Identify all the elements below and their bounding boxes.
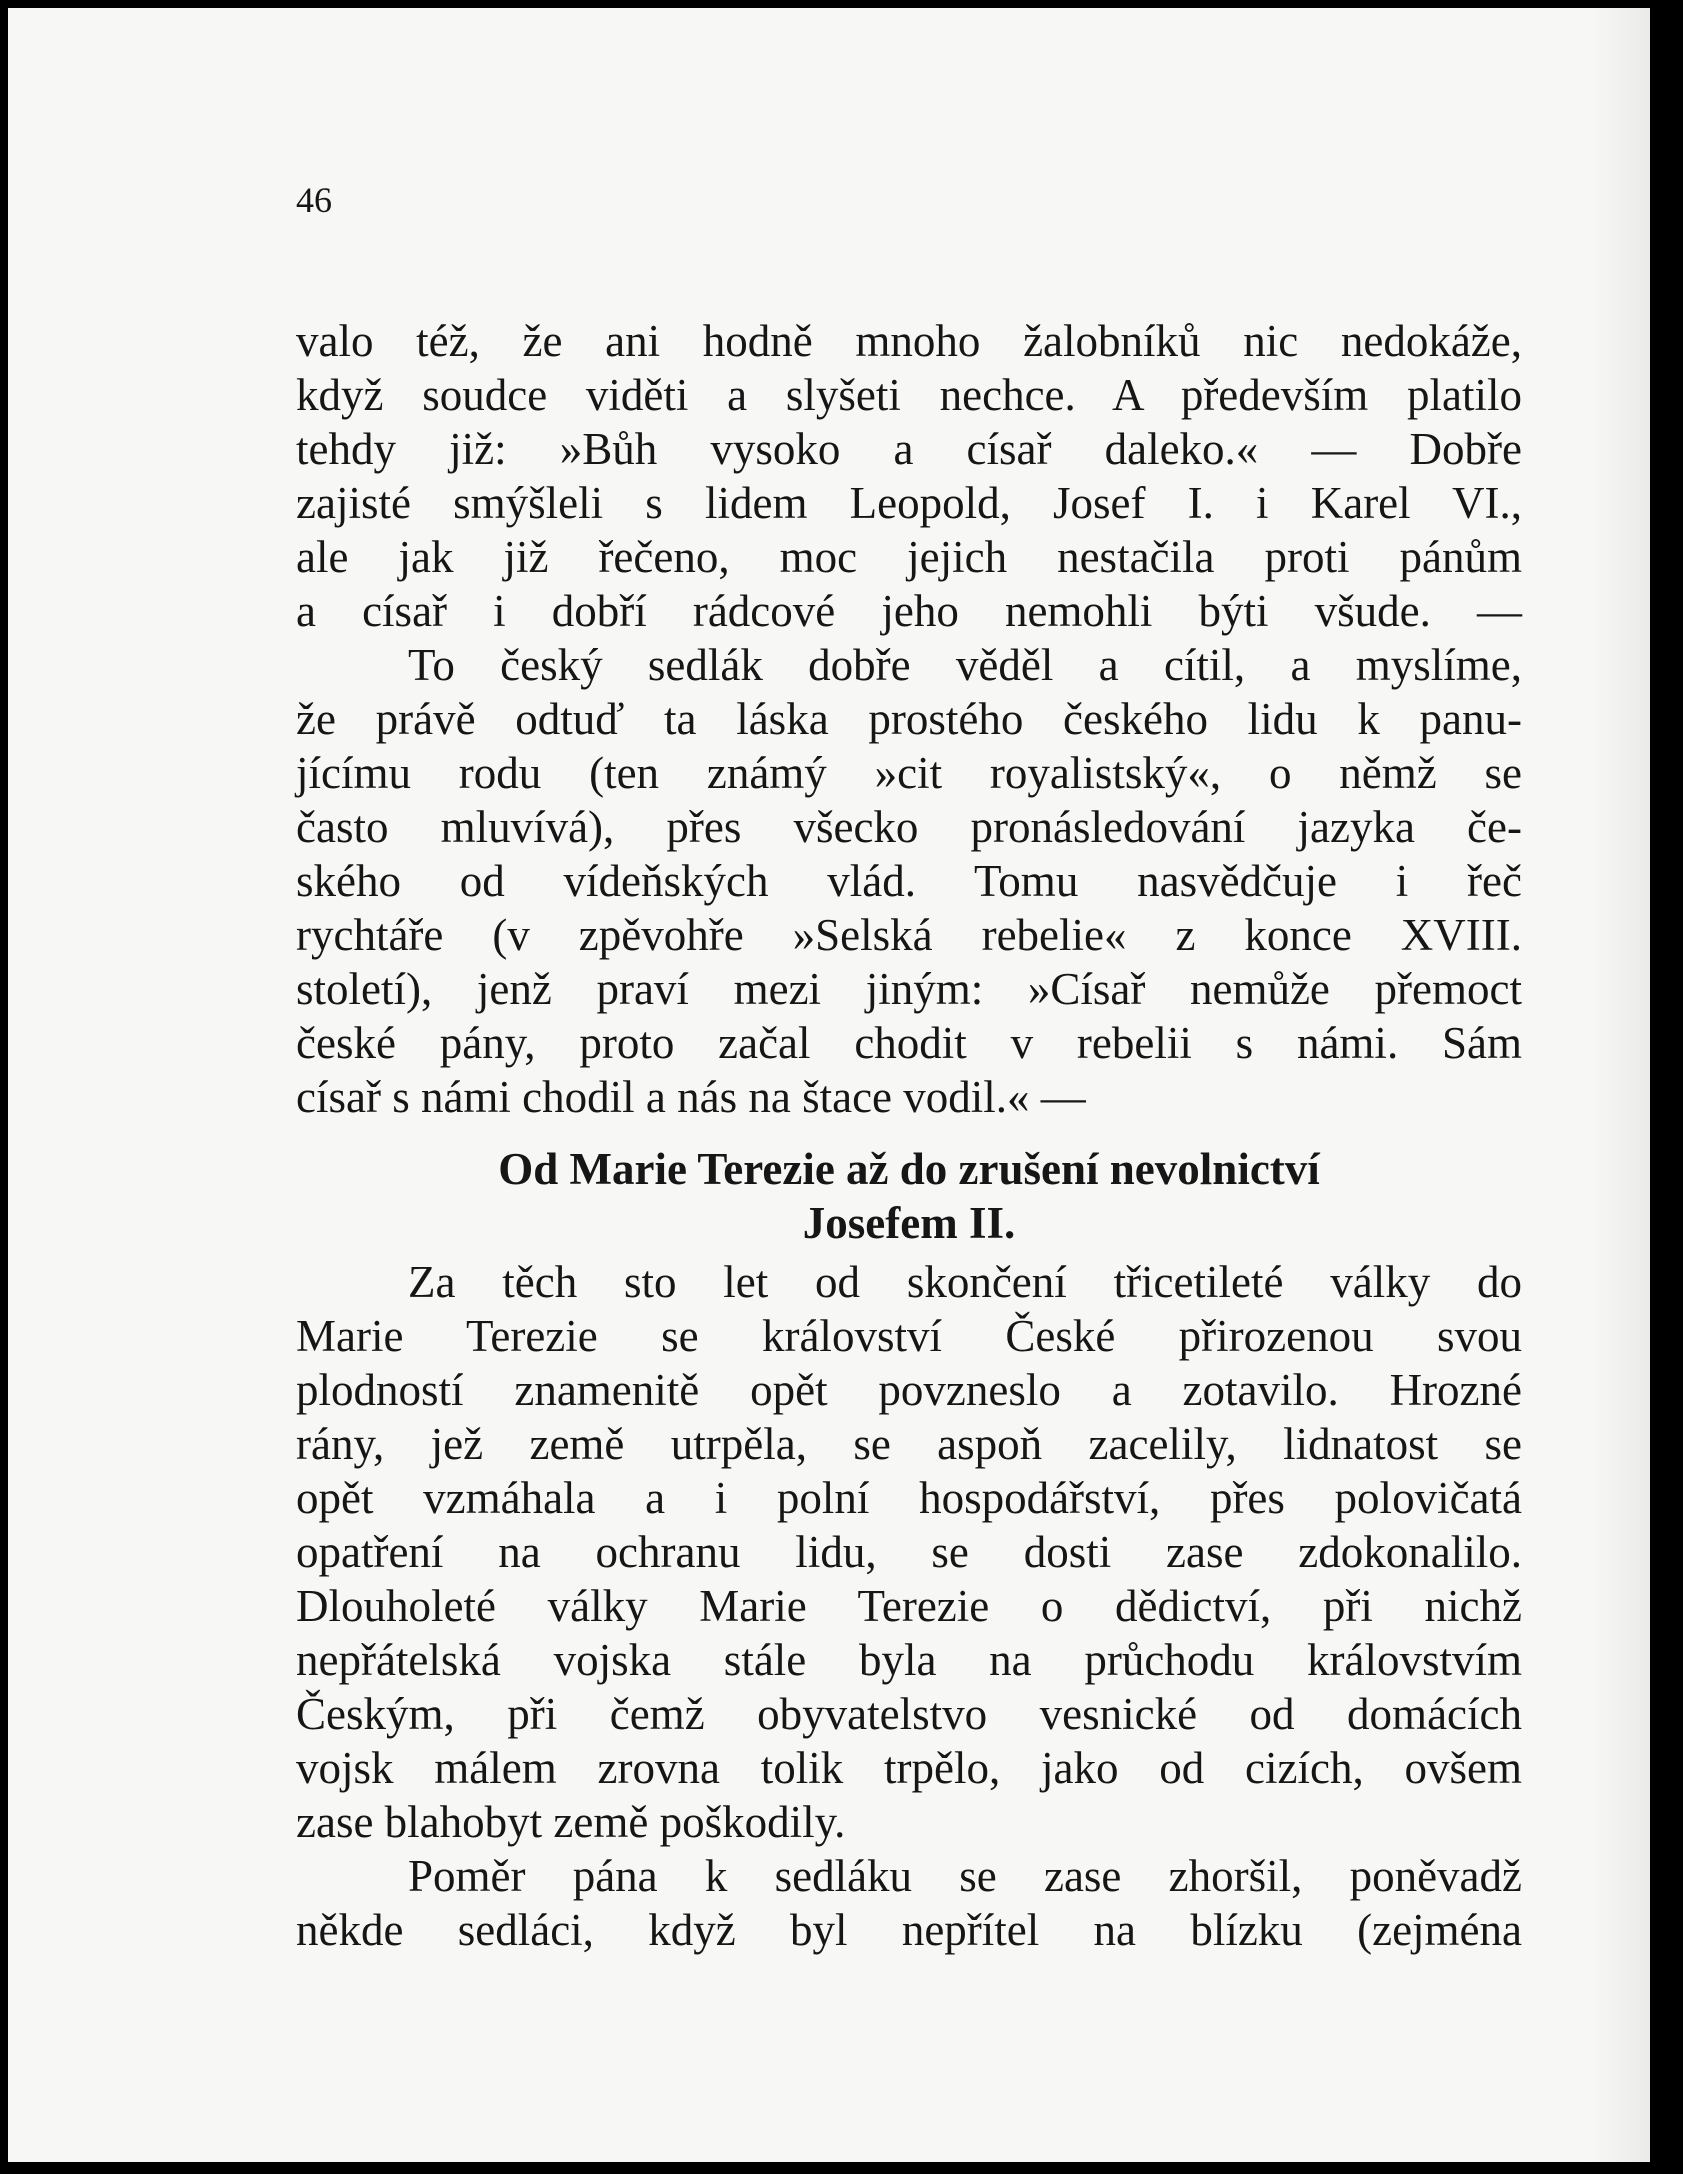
text-line: zase blahobyt země poškodily. xyxy=(296,1797,846,1847)
text-line: Za těch sto let od skončení třicetileté války do xyxy=(408,1257,1522,1307)
text-line: když soudce viděti a slyšeti nechce. A především platilo xyxy=(296,370,1522,420)
text-line: valo též, že ani hodně mnoho žalobníků nic nedokáže, xyxy=(296,316,1522,366)
text-line: často mluvívá), přes všecko pronásledování jazyka če- xyxy=(296,802,1522,852)
page-number: 46 xyxy=(296,180,332,220)
text-line: že právě odtuď ta láska prostého českého lidu k panu- xyxy=(296,694,1522,744)
text-line: někde sedláci, když byl nepřítel na blízku (zejména xyxy=(296,1905,1522,1955)
book-page xyxy=(8,8,1650,2162)
text-line: Dlouholeté války Marie Terezie o dědictví, při nichž xyxy=(296,1581,1522,1631)
text-line: Českým, při čemž obyvatelstvo vesnické od domácích xyxy=(296,1689,1522,1739)
section-heading: Od Marie Terezie až do zrušení nevolnictví xyxy=(498,1144,1320,1194)
text-line: plodností znamenitě opět povzneslo a zotavilo. Hrozné xyxy=(296,1365,1522,1415)
text-line: nepřátelská vojska stále byla na průchodu královstvím xyxy=(296,1635,1522,1685)
text-line: To český sedlák dobře věděl a cítil, a myslíme, xyxy=(408,640,1522,690)
text-line: Marie Terezie se království České přirozenou svou xyxy=(296,1311,1522,1361)
text-line: a císař i dobří rádcové jeho nemohli býti všude. — xyxy=(296,586,1522,636)
text-line: vojsk málem zrovna tolik trpělo, jako od cizích, ovšem xyxy=(296,1743,1522,1793)
text-line: Poměr pána k sedláku se zase zhoršil, poněvadž xyxy=(408,1851,1522,1901)
text-line: zajisté smýšleli s lidem Leopold, Josef I. i Karel VI., xyxy=(296,478,1522,528)
text-line: císař s námi chodil a nás na štace vodil.« — xyxy=(296,1072,1086,1122)
section-heading: Josefem II. xyxy=(802,1198,1016,1248)
page-edge-shadow xyxy=(1590,8,1650,2162)
text-line: jícímu rodu (ten známý »cit royalistský«, o němž se xyxy=(296,748,1522,798)
text-line: opatření na ochranu lidu, se dosti zase zdokonalilo. xyxy=(296,1527,1522,1577)
text-line: rány, jež země utrpěla, se aspoň zacelily, lidnatost se xyxy=(296,1419,1522,1469)
text-line: rychtáře (v zpěvohře »Selská rebelie« z konce XVIII. xyxy=(296,910,1522,960)
text-line: české pány, proto začal chodit v rebelii s námi. Sám xyxy=(296,1018,1522,1068)
text-line: tehdy již: »Bůh vysoko a císař daleko.« — Dobře xyxy=(296,424,1522,474)
text-line: opět vzmáhala a i polní hospodářství, přes polovičatá xyxy=(296,1473,1522,1523)
text-line: ského od vídeňských vlád. Tomu nasvědčuje i řeč xyxy=(296,856,1522,906)
text-line: století), jenž praví mezi jiným: »Císař nemůže přemoct xyxy=(296,964,1522,1014)
text-line: ale jak již řečeno, moc jejich nestačila proti pánům xyxy=(296,532,1522,582)
